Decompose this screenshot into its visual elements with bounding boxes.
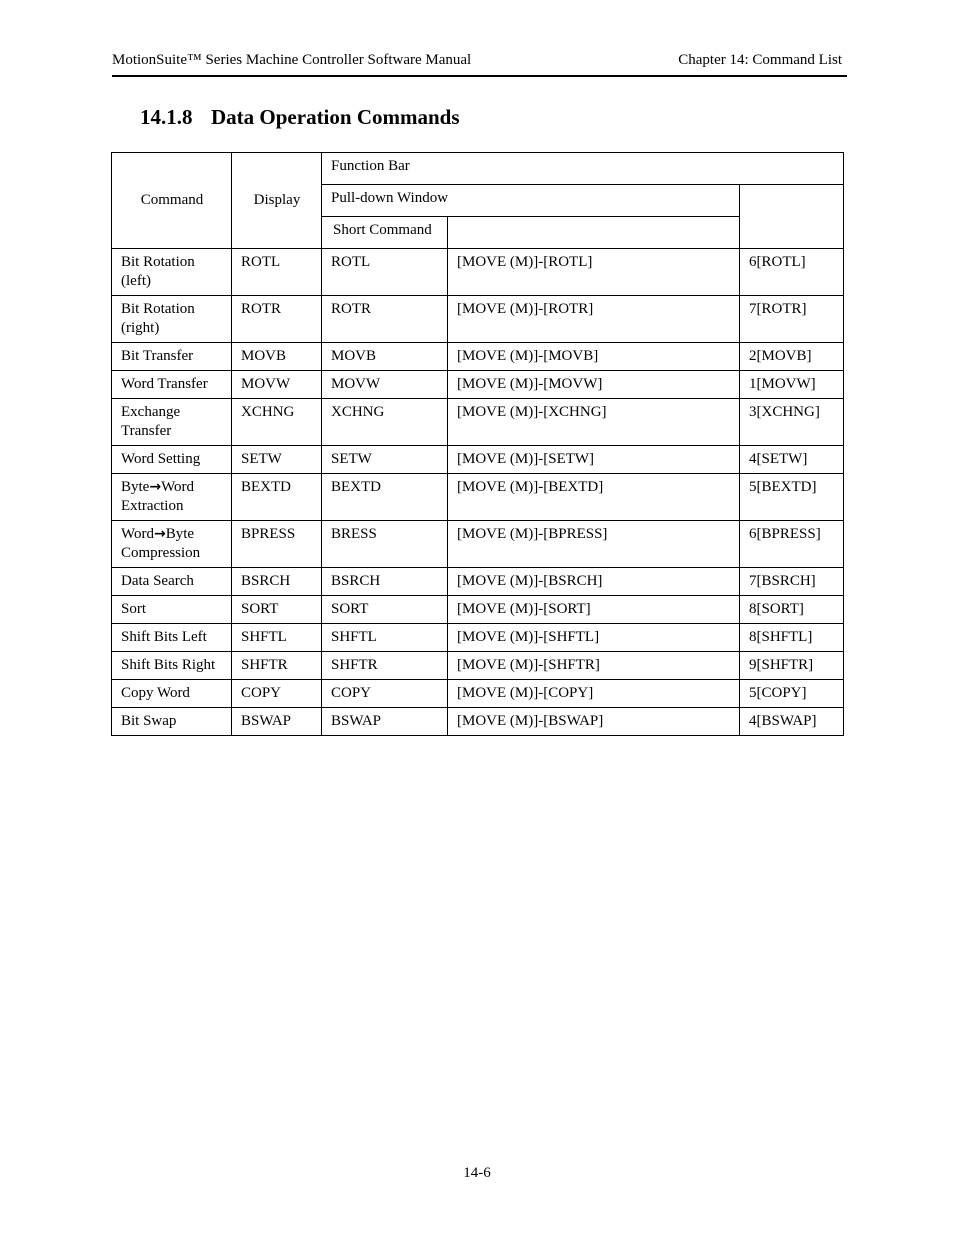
pulldown-cell: [MOVE (M)]-[SORT] <box>448 596 740 624</box>
header-short-command: Short Command <box>322 217 448 249</box>
short-command-cell: 4[SETW] <box>740 446 844 474</box>
command-name: Shift Bits Right <box>121 657 216 673</box>
display-cell: COPY <box>232 680 322 708</box>
table-row <box>112 249 844 296</box>
display-cell: BEXTD <box>232 474 322 521</box>
pulldown-cell: [MOVE (M)]-[BEXTD] <box>448 474 740 521</box>
command-name-line2: Transfer <box>121 423 172 439</box>
short-command-cell: 6[BPRESS] <box>740 521 844 568</box>
short-command-cell: 5[COPY] <box>740 680 844 708</box>
command-part: Byte <box>165 526 195 542</box>
manual-title: MotionSuite™ Series Machine Controller Software Manual <box>112 52 472 68</box>
table-row <box>112 296 844 343</box>
command-cell <box>112 474 232 521</box>
short-command-cell: 7[ROTR] <box>740 296 844 343</box>
command-cell <box>112 708 232 736</box>
function-bar-cell: SORT <box>322 596 448 624</box>
command-part: Byte <box>121 479 150 495</box>
pulldown-cell: [MOVE (M)]-[COPY] <box>448 680 740 708</box>
short-command-cell: 7[BSRCH] <box>740 568 844 596</box>
display-cell: XCHNG <box>232 399 322 446</box>
header-command: Command <box>112 153 232 249</box>
display-cell: MOVW <box>232 371 322 399</box>
short-command-cell: 4[BSWAP] <box>740 708 844 736</box>
function-bar-cell: SHFTL <box>322 624 448 652</box>
command-part: Word <box>161 479 195 495</box>
command-name: Shift Bits Left <box>121 629 207 645</box>
table-row <box>112 652 844 680</box>
header-blank-cell <box>740 185 844 249</box>
display-cell: ROTR <box>232 296 322 343</box>
arrow-right-icon: → <box>153 526 166 542</box>
pulldown-cell: [MOVE (M)]-[MOVB] <box>448 343 740 371</box>
pulldown-cell: [MOVE (M)]-[BPRESS] <box>448 521 740 568</box>
command-part: Word <box>121 526 154 542</box>
command-name: Bit Swap <box>121 713 177 729</box>
command-cell <box>112 296 232 343</box>
section-number: 14.1.8 <box>140 105 193 129</box>
page-number: 14-6 <box>463 1165 491 1181</box>
table-row <box>112 596 844 624</box>
table-row <box>112 446 844 474</box>
function-bar-cell: ROTL <box>322 249 448 296</box>
function-bar-cell: ROTR <box>322 296 448 343</box>
table-row <box>112 521 844 568</box>
command-table <box>111 152 844 736</box>
command-name: Word Setting <box>121 451 201 467</box>
display-cell: ROTL <box>232 249 322 296</box>
table-row <box>112 624 844 652</box>
command-name: Bit Rotation <box>121 254 195 270</box>
table-row <box>112 568 844 596</box>
header-display: Display <box>232 153 322 249</box>
function-bar-cell: BSWAP <box>322 708 448 736</box>
pulldown-cell: [MOVE (M)]-[SETW] <box>448 446 740 474</box>
function-bar-cell: SHFTR <box>322 652 448 680</box>
display-cell: BSRCH <box>232 568 322 596</box>
short-command-cell: 5[BEXTD] <box>740 474 844 521</box>
display-cell: BSWAP <box>232 708 322 736</box>
function-bar-cell: MOVW <box>322 371 448 399</box>
display-cell: SETW <box>232 446 322 474</box>
command-name: Word Transfer <box>121 376 208 392</box>
function-bar-cell: BRESS <box>322 521 448 568</box>
display-cell: SHFTR <box>232 652 322 680</box>
display-cell: SORT <box>232 596 322 624</box>
display-cell: SHFTL <box>232 624 322 652</box>
command-name-line2: (right) <box>121 320 160 336</box>
command-cell <box>112 371 232 399</box>
section-title <box>140 105 460 130</box>
pulldown-cell: [MOVE (M)]-[BSWAP] <box>448 708 740 736</box>
display-cell: MOVB <box>232 343 322 371</box>
function-bar-cell: COPY <box>322 680 448 708</box>
header-pulldown-window: Pull-down Window <box>322 185 740 217</box>
command-cell <box>112 249 232 296</box>
table-row <box>112 708 844 736</box>
table-row <box>112 474 844 521</box>
command-name: Copy Word <box>121 685 190 701</box>
page-header <box>112 50 847 77</box>
display-cell: BPRESS <box>232 521 322 568</box>
short-command-cell: 9[SHFTR] <box>740 652 844 680</box>
table-row <box>112 399 844 446</box>
short-command-cell: 6[ROTL] <box>740 249 844 296</box>
short-command-cell: 1[MOVW] <box>740 371 844 399</box>
pulldown-cell: [MOVE (M)]-[XCHNG] <box>448 399 740 446</box>
pulldown-cell: [MOVE (M)]-[ROTL] <box>448 249 740 296</box>
function-bar-cell: XCHNG <box>322 399 448 446</box>
function-bar-cell: BEXTD <box>322 474 448 521</box>
command-name-line2: (left) <box>121 273 151 289</box>
command-name-line2: Extraction <box>121 498 184 514</box>
command-cell <box>112 521 232 568</box>
short-command-cell: 8[SORT] <box>740 596 844 624</box>
command-name-line2: Compression <box>121 545 201 561</box>
arrow-right-icon: → <box>149 479 162 495</box>
pulldown-cell: [MOVE (M)]-[ROTR] <box>448 296 740 343</box>
short-command-cell: 2[MOVB] <box>740 343 844 371</box>
short-command-cell: 8[SHFTL] <box>740 624 844 652</box>
command-cell <box>112 568 232 596</box>
table-row <box>112 371 844 399</box>
command-name: Bit Transfer <box>121 348 194 364</box>
header-function-bar: Function Bar <box>322 153 844 185</box>
command-cell <box>112 446 232 474</box>
short-command-cell: 3[XCHNG] <box>740 399 844 446</box>
header-blank-cell <box>448 217 740 249</box>
pulldown-cell: [MOVE (M)]-[SHFTR] <box>448 652 740 680</box>
function-bar-cell: BSRCH <box>322 568 448 596</box>
table-row <box>112 343 844 371</box>
command-cell <box>112 343 232 371</box>
table-row <box>112 680 844 708</box>
command-cell <box>112 624 232 652</box>
command-cell <box>112 652 232 680</box>
pulldown-cell: [MOVE (M)]-[BSRCH] <box>448 568 740 596</box>
function-bar-cell: SETW <box>322 446 448 474</box>
command-cell <box>112 596 232 624</box>
command-name: Data Search <box>121 573 194 589</box>
chapter-title: Chapter 14: Command List <box>678 52 842 68</box>
pulldown-cell: [MOVE (M)]-[SHFTL] <box>448 624 740 652</box>
command-cell <box>112 399 232 446</box>
command-name: Bit Rotation <box>121 301 195 317</box>
command-name: Sort <box>121 601 147 617</box>
section-heading: Data Operation Commands <box>211 105 460 129</box>
function-bar-cell: MOVB <box>322 343 448 371</box>
command-name: Exchange <box>121 404 181 420</box>
command-cell <box>112 680 232 708</box>
pulldown-cell: [MOVE (M)]-[MOVW] <box>448 371 740 399</box>
